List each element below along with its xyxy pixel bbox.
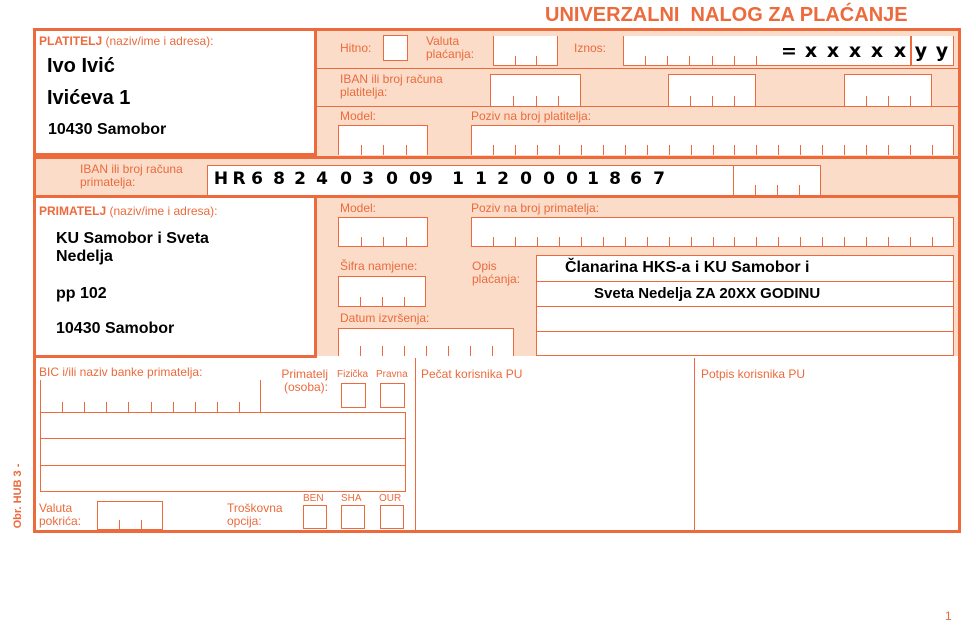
iban-digit: 4 [316, 169, 328, 189]
recipient-section-title [39, 205, 218, 218]
cover-currency-field[interactable] [97, 501, 163, 530]
amount-label: Iznos: [574, 41, 607, 55]
cell-tick [799, 185, 800, 195]
cell-tick [581, 237, 582, 247]
currency-label: Valuta plaćanja: [426, 34, 475, 61]
iban-digit: 3 [362, 169, 374, 189]
cost-sha-checkbox[interactable] [341, 505, 365, 529]
iban-digit: 2 [497, 169, 509, 189]
cell-tick [755, 185, 756, 195]
urgent-checkbox[interactable] [383, 35, 408, 61]
cell-tick [647, 237, 648, 247]
cell-tick [404, 297, 405, 307]
cell-tick [669, 145, 670, 155]
cell-tick [470, 346, 471, 356]
cell-tick [734, 56, 735, 66]
cost-our-label: OUR [379, 493, 402, 504]
recipient-iban-label: IBAN ili broj računa primatelja: [80, 162, 183, 189]
payer-model-label: Model: [340, 109, 377, 123]
amount-digit: x [870, 40, 884, 62]
cell-tick [404, 346, 405, 356]
form-title: UNIVERZALNI NALOG ZA PLAĆANJE [545, 4, 908, 26]
recipient-label: PRIMATELJ [39, 204, 107, 218]
iban-digit: 0 [543, 169, 555, 189]
divider [317, 68, 958, 69]
cell-tick [151, 402, 152, 412]
cell-tick [888, 237, 889, 247]
divider [694, 358, 695, 530]
cell-tick [844, 145, 845, 155]
iban-digit: 09 [409, 169, 433, 189]
cell-tick [603, 145, 604, 155]
divider [40, 438, 406, 439]
signature-label: Potpis korisnika PU [701, 367, 806, 381]
cell-tick [691, 145, 692, 155]
cell-tick [128, 402, 129, 412]
cell-tick [383, 237, 384, 247]
recipient-city[interactable]: 10430 Samobor [56, 320, 175, 337]
payer-street[interactable]: Ivićeva 1 [47, 87, 131, 109]
cell-tick [756, 145, 757, 155]
cell-tick [734, 145, 735, 155]
description-line1: Članarina HKS-a i KU Samobor i [565, 259, 810, 276]
cell-tick [669, 237, 670, 247]
iban-digit: 1 [587, 169, 599, 189]
iban-digit: 8 [609, 169, 621, 189]
iban-digit: 1 [452, 169, 464, 189]
cell-tick [625, 237, 626, 247]
amount-digit: x [848, 40, 862, 62]
cell-tick [536, 96, 537, 106]
cell-tick [866, 237, 867, 247]
amount-digit: x [893, 40, 907, 62]
cell-tick [217, 402, 218, 412]
cost-option-label: Troškovna opcija: [227, 501, 283, 528]
cell-tick [383, 145, 384, 155]
divider [536, 281, 954, 282]
payer-city[interactable]: 10430 Samobor [48, 121, 167, 138]
recipient-type-label: Primatelj (osoba): [281, 367, 328, 394]
form-code-label: Obr. HUB 3 - [12, 463, 24, 529]
stamp-label: Pečat korisnika PU [421, 367, 523, 381]
cell-tick [691, 237, 692, 247]
cell-tick [756, 237, 757, 247]
cell-tick [910, 237, 911, 247]
cell-tick [493, 145, 494, 155]
cell-tick [382, 346, 383, 356]
iban-digit: 6 [251, 169, 263, 189]
cell-tick [492, 346, 493, 356]
recipient-model-label: Model: [340, 201, 377, 215]
cell-tick [888, 96, 889, 106]
amount-digit: x [826, 40, 840, 62]
cell-tick [84, 402, 85, 412]
divider [536, 331, 954, 332]
cover-currency-label: Valuta pokrića: [39, 501, 82, 528]
cell-tick [360, 346, 361, 356]
cell-tick [239, 402, 240, 412]
iban-digit: H [213, 169, 229, 189]
recipient-hint: (naziv/ime i adresa): [109, 204, 218, 218]
bank-name-field[interactable] [40, 412, 406, 492]
cell-tick [932, 237, 933, 247]
cell-tick [888, 145, 889, 155]
cell-tick [625, 145, 626, 155]
signature-area[interactable] [696, 384, 958, 528]
execution-date-label: Datum izvršenja: [340, 311, 430, 325]
decimal-separator [910, 36, 912, 66]
cell-tick [558, 96, 559, 106]
cell-tick [361, 237, 362, 247]
cell-tick [822, 237, 823, 247]
cell-tick [756, 56, 757, 66]
payer-label: PLATITELJ [39, 34, 103, 48]
amount-digit: = [781, 40, 797, 62]
cell-tick [910, 96, 911, 106]
cell-tick [536, 56, 537, 66]
urgent-label: Hitno: [340, 41, 372, 55]
cost-sha-label: SHA [341, 493, 362, 504]
cell-tick [361, 145, 362, 155]
cell-tick [712, 96, 713, 106]
divider [40, 465, 406, 466]
cell-tick [647, 145, 648, 155]
cell-tick [800, 145, 801, 155]
cell-tick [515, 145, 516, 155]
cell-tick [537, 237, 538, 247]
cell-tick [515, 56, 516, 66]
page-number: 1 [945, 609, 952, 623]
legal-person-checkbox[interactable] [380, 383, 405, 408]
cell-tick [778, 237, 779, 247]
cell-tick [713, 145, 714, 155]
cell-tick [559, 237, 560, 247]
cell-tick [493, 237, 494, 247]
cell-tick [603, 237, 604, 247]
cell-tick [645, 56, 646, 66]
cell-tick [581, 145, 582, 155]
cell-tick [866, 145, 867, 155]
cell-tick [62, 402, 63, 412]
legal-person-label: Pravna [376, 369, 408, 380]
cell-tick [734, 96, 735, 106]
cell-tick [106, 402, 107, 412]
cell-tick [689, 56, 690, 66]
cell-tick [406, 145, 407, 155]
iban-digit: 0 [520, 169, 532, 189]
cell-tick [360, 297, 361, 307]
natural-person-label: Fizička [337, 369, 369, 380]
payer-name[interactable]: Ivo Ivić [47, 55, 115, 77]
cell-tick [515, 237, 516, 247]
recipient-name-line2[interactable]: Nedelja [56, 248, 113, 265]
iban-digit: 7 [653, 169, 665, 189]
divider [317, 106, 958, 107]
purpose-code-label: Šifra namjene: [340, 259, 418, 273]
cell-tick [910, 145, 911, 155]
stamp-area[interactable] [417, 384, 693, 528]
cell-tick [866, 96, 867, 106]
cell-tick [712, 56, 713, 66]
iban-digit: 8 [273, 169, 285, 189]
payer-hint: (naziv/ime i adresa): [105, 34, 214, 48]
description-label: Opis plaćanja: [472, 259, 521, 286]
cell-tick [513, 96, 514, 106]
cell-tick [382, 297, 383, 307]
cell-tick [713, 237, 714, 247]
iban-digit: 6 [630, 169, 642, 189]
divider [536, 306, 954, 307]
cell-tick [778, 145, 779, 155]
cost-ben-checkbox[interactable] [303, 505, 327, 529]
iban-digit: 0 [386, 169, 398, 189]
natural-person-checkbox[interactable] [341, 383, 366, 408]
cost-our-checkbox[interactable] [380, 505, 404, 529]
cell-tick [777, 185, 778, 195]
currency-field[interactable] [493, 36, 558, 66]
payer-section-title [39, 35, 214, 48]
description-line2: Sveta Nedelja ZA 20XX GODINU [594, 285, 821, 302]
cell-tick [800, 237, 801, 247]
iban-digit: 2 [294, 169, 306, 189]
iban-digit: 0 [340, 169, 352, 189]
amount-digit: y [935, 40, 949, 62]
iban-digit: 0 [566, 169, 578, 189]
cell-tick [448, 346, 449, 356]
cell-tick [690, 96, 691, 106]
cell-tick [537, 145, 538, 155]
cell-tick [119, 520, 120, 530]
cost-ben-label: BEN [303, 493, 324, 504]
recipient-reference-label: Poziv na broj primatelja: [471, 201, 600, 215]
payer-iban-label: IBAN ili broj računa platitelja: [340, 72, 443, 99]
amount-digit: x [804, 40, 818, 62]
iban-digit: 1 [475, 169, 487, 189]
cell-tick [734, 237, 735, 247]
cell-tick [141, 520, 142, 530]
payer-reference-label: Poziv na broj platitelja: [471, 109, 592, 123]
cell-tick [822, 145, 823, 155]
recipient-name-line1[interactable]: KU Samobor i Sveta [56, 230, 209, 247]
amount-digit: y [914, 40, 928, 62]
cell-tick [426, 346, 427, 356]
cell-tick [406, 237, 407, 247]
cell-tick [173, 402, 174, 412]
cell-tick [195, 402, 196, 412]
cell-tick [667, 56, 668, 66]
cell-tick [844, 237, 845, 247]
cell-tick [932, 145, 933, 155]
cell-tick [559, 145, 560, 155]
iban-digit: R [232, 169, 246, 189]
divider [33, 156, 961, 159]
bic-label: BIC i/ili naziv banke primatelja: [39, 365, 203, 379]
recipient-street[interactable]: pp 102 [56, 285, 107, 302]
